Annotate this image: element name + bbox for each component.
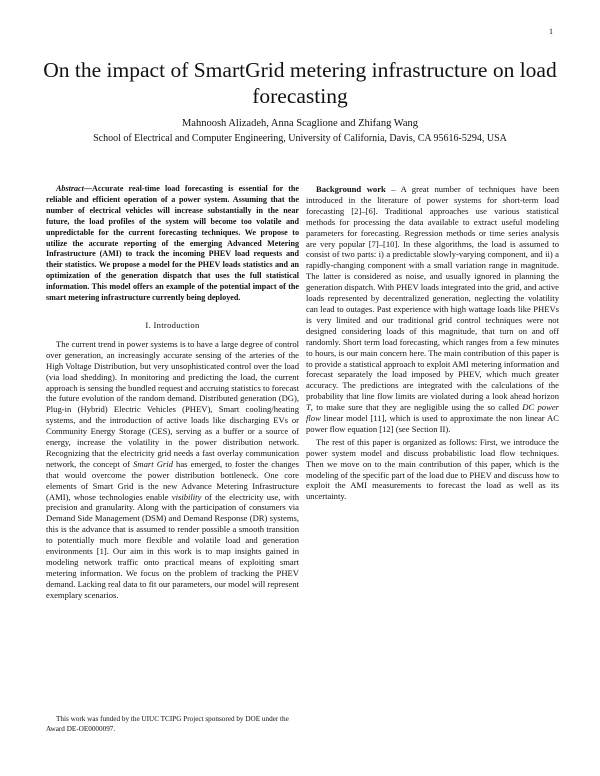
abstract-lead: Abstract (56, 184, 84, 193)
background-text-3: linear model [11], which is used to approximate the non linear AC power flow equation [12] (see Section II). (306, 413, 559, 434)
dc-power-flow-term: DC power flow (306, 402, 559, 424)
intro-p1-text-2: has emerged, to foster the changes that would overcome the power distribution bottleneck. One core elements of Smart Grid is the new Advance Metering Infrastructure (AMI), whose technologies enable (46, 458, 299, 502)
paper-title: On the impact of SmartGrid metering infrastructure on load forecasting (43, 58, 557, 108)
intro-paragraph-1 (46, 339, 299, 601)
page-number: 1 (549, 27, 553, 36)
section-heading-introduction: I. Introduction (145, 319, 200, 330)
intro-p1-text-3: of the electricity use, with precision and granularity. Along with the participation of consumers via Demand Side Management (DSM) and Demand Response (DR) systems, this is the advance that is assumed to render possible a smooth transition to potentially much more flexible and volatile load and generation environments [1]. Our aim in this work is to map insights gained in modeling network traffic onto practical means of exploiting smart metering information. We focus on the problem of tracking the PHEV demand. Lacking real data to fit our parameters, our model will represent exemplary scenarios. (46, 491, 299, 600)
intro-p1-text: The current trend in power systems is to have a large degree of control over generation, an increasingly accurate sensing of the arteries of the High Voltage Distribution, but very unsophisticated control over the load (via load shedding). In monitoring and predicting the load, the current approach is sensing the bundled request and accruing statistics to forecast the future evolution of the random demand. Distributed generation (DG), Plug-in (Hybrid) Electric Vehicles (PHEV), Smart cooling/heating systems, and the introduction of active loads like discharging EVs or Community Energy Storage (CES), serving as a buffer or a source of energy, increase the volatility in the power distribution network. Recognizing that the electricity grid needs a fast overlay communication network, the concept of (46, 338, 299, 469)
background-work-label: Background work (316, 184, 386, 194)
intro-p1-smart-grid: Smart Grid (133, 458, 173, 469)
intro-p1-visibility: visibility (171, 491, 202, 502)
left-column (46, 184, 299, 601)
right-column (306, 184, 559, 502)
funding-footnote: This work was funded by the UIUC TCIPG Project sponsored by DOE under the Award DE-OE0000097. (46, 715, 289, 733)
abstract-text: —Accurate real-time load forecasting is essential for the reliable and efficient operation of a power system. Assuming that the number of electrical vehicles will increase substantially in the near future, the load profiles of the system will become too volatile and unpredictable for the current forecasting techniques. We propose to utilize the accurate reporting of the emerging Advanced Metering Infrastructure (AMI) to track the incoming PHEV load requests and their statistics. We propose a model for the PHEV loads statistics and an optimization of the generation dispatch that uses the full statistical information. This model offers an example of the potential impact of the smart metering infrastructure currently being deployed. (46, 184, 299, 303)
horizon-symbol: T (306, 402, 311, 413)
background-paragraph (306, 184, 559, 435)
abstract (46, 184, 299, 304)
author-affiliation: School of Electrical and Computer Engineering, University of California, Davis, CA 95616-5294, USA (93, 133, 507, 144)
author-list: Mahnoosh Alizadeh, Anna Scaglione and Zhifang Wang (181, 118, 419, 129)
background-text-2: , to make sure that they are negligible using the so called (310, 402, 523, 413)
background-text: – A great number of techniques have been introduced in the literature of power systems for short-term load forecasting [2]–[6]. Traditional approaches use various statistical methods for processing the data available to extract useful modeling parameters for forecasting. Regression methods or time series analysis are very popular [7]–[10]. In these algorithms, the load is assumed to consist of two parts: i) a predictable slowly-varying component, and ii) a rapidly-changing component with a small variation range in magnitude. The latter is considered as noise, and usually ignored in planning the generation dispatch. With PHEV loads integrated into the grid, and active loads represented by decentralized generation, neglecting the volatility can lead to outages. Past experience with high wattage loads like PHEVs is very limited and our traditional grid control techniques were not designed considering loads of this magnitude, that turn on and off randomly. Short term load forecasting, which ranges from a few minutes to hours, is our main concern here. The main contribution of this paper is to provide a statistical approach to exploit AMI metering information and forecast separately the load imposed by PHEV, which much greater accuracy. The predictions are integrated with the calculations of the probability that line flow limits are violated during a look ahead horizon (306, 184, 559, 402)
organization-paragraph: The rest of this paper is organized as follows: First, we introduce the power system model and discuss probabilistic load flow techniques. Then we move on to the main contribution of this paper, which is the modeling of the specific part of the load due to PHEV and discuss how to exploit the AMI measurements to forecast the load as well as its uncertainty. (306, 436, 559, 502)
